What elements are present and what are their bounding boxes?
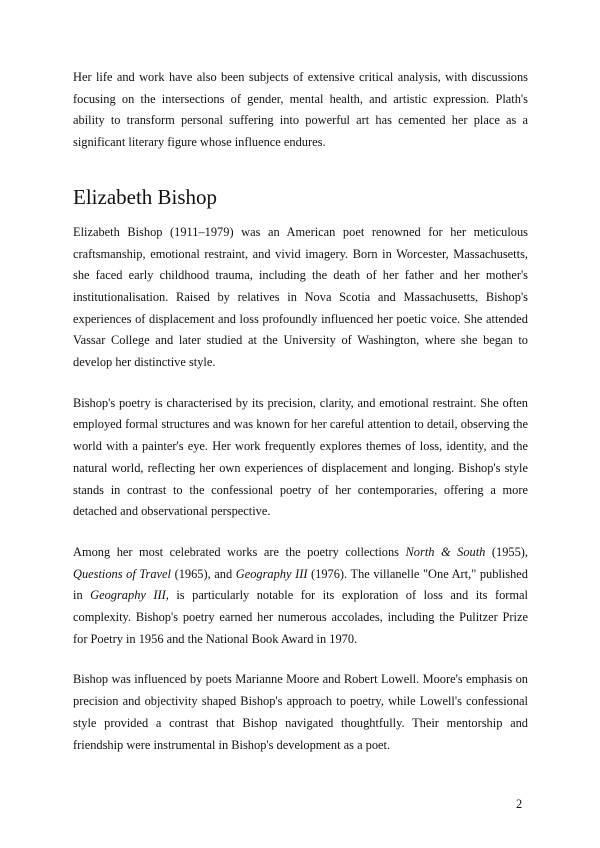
page-number: 2 (516, 797, 523, 811)
title-questions-of-travel: Questions of Travel (73, 566, 172, 581)
works-text-i: is particularly notable for its exploration of loss and its formal complexity. Bishop's poetry earned her numerous accolades, including the Pulitzer Prize for Poetry in 1956 and the National Book Award in 1970. (73, 588, 528, 646)
title-north-and-south: North & South (405, 544, 486, 559)
works-text-a: Among her most celebrated works are the poetry collections (73, 544, 406, 559)
title-geography-iii-second: Geography III, (90, 588, 169, 603)
section-heading: Elizabeth Bishop (73, 184, 218, 209)
style-paragraph: Bishop's poetry is characterised by its precision, clarity, and emotional restraint. She often employed formal structures and was known for her careful attention to detail, observing the world with a painter's eye. Her work frequently explores themes of loss, identity, and the natural world, reflecting her own experiences of displacement and longing. Bishop's style stands in contrast to the confessional poetry of her contemporaries, offering a more detached and observational perspective. (73, 395, 528, 519)
works-text-c: (1955), (485, 544, 529, 559)
intro-paragraph: Her life and work have also been subjects of extensive critical analysis, with discussions focusing on the intersections of gender, mental health, and artistic expression. Plath's ability to transform personal suffering into powerful art has cemented her place as a significant literary figure whose influence endures. (73, 70, 528, 150)
works-paragraph (73, 542, 528, 651)
works-text-e: (1965), and (171, 566, 236, 581)
works-text-g: (1976). The villanelle "One Art," published in (73, 566, 529, 603)
influences-paragraph: Bishop was influenced by poets Marianne Moore and Robert Lowell. Moore's emphasis on precision and objectivity shaped Bishop's approach to poetry, while Lowell's confessional style provided a contrast that Bishop navigated thoughtfully. Their mentorship and friendship were instrumental in Bishop's development as a poet. (73, 672, 528, 752)
document-page (73, 67, 528, 756)
title-geography-iii: Geography III (235, 566, 308, 581)
biography-paragraph: Elizabeth Bishop (1911–1979) was an American poet renowned for her meticulous craftsmanship, emotional restraint, and vivid imagery. Born in Worcester, Massachusetts, she faced early childhood trauma, including the death of her father and her mother's institutionalisation. Raised by relatives in Nova Scotia and Massachusetts, Bishop's experiences of displacement and loss profoundly influenced her poetic voice. She attended Vassar College and later studied at the University of Washington, where she began to develop her distinctive style. (73, 224, 528, 370)
